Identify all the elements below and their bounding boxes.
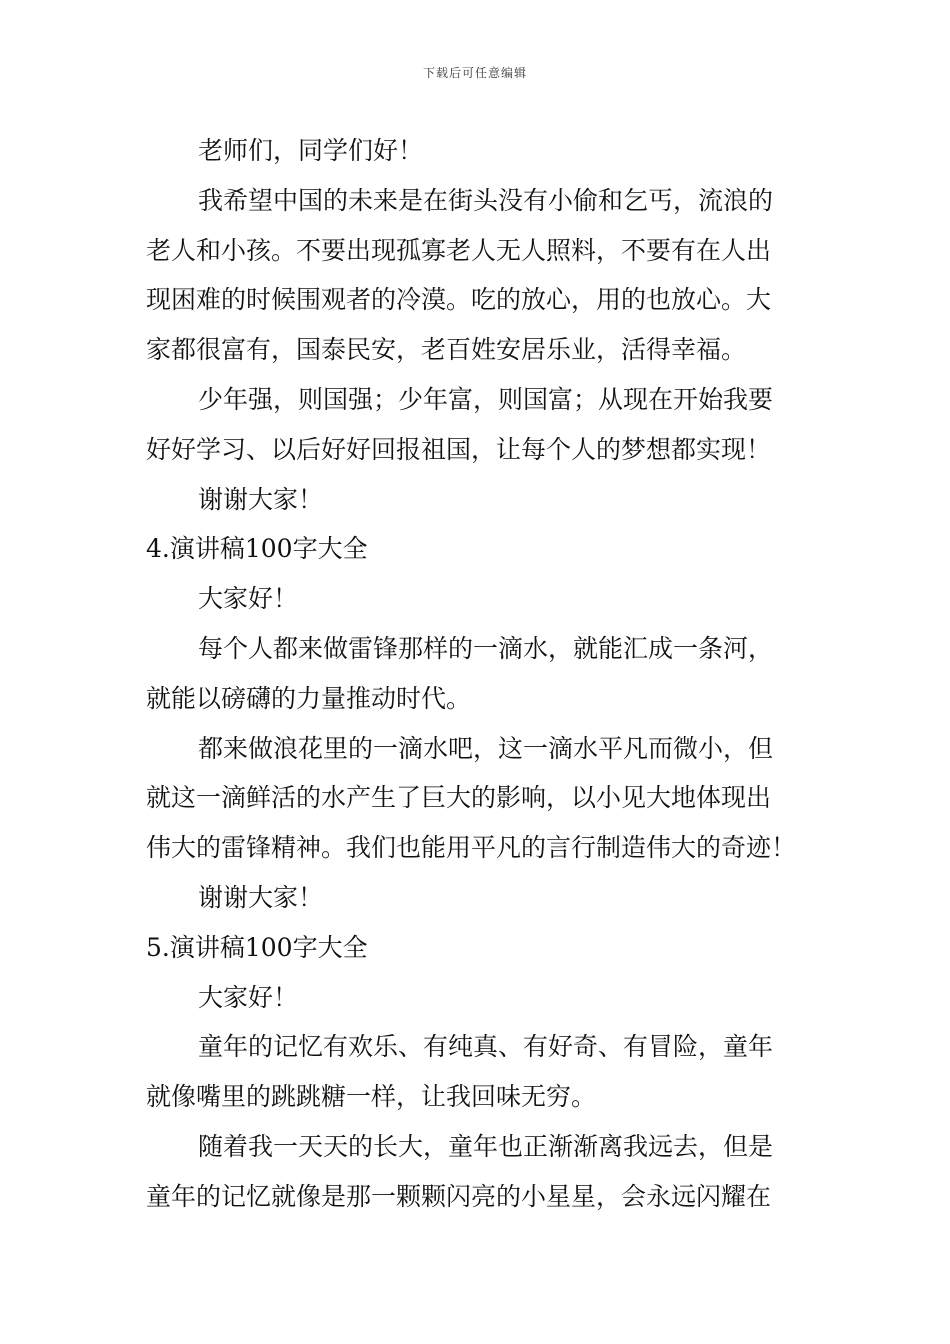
paragraph-line: 现困难的时候围观者的冷漠。吃的放心，用的也放心。大 [146, 285, 772, 315]
paragraph-line: 老人和小孩。不要出现孤寡老人无人照料，不要有在人出 [146, 235, 772, 265]
paragraph-line: 每个人都来做雷锋那样的一滴水，就能汇成一条河， [198, 633, 774, 663]
paragraph-line: 童年的记忆就像是那一颗颗闪亮的小星星，会永远闪耀在 [146, 1181, 772, 1211]
paragraph-line: 随着我一天天的长大，童年也正渐渐离我远去，但是 [198, 1131, 774, 1161]
paragraph-line: 就像嘴里的跳跳糖一样，让我回味无穷。 [146, 1082, 597, 1112]
section-heading: 5.演讲稿100字大全 [146, 932, 368, 962]
paragraph-line: 伟大的雷锋精神。我们也能用平凡的言行制造伟大的奇迹！ [146, 833, 797, 863]
paragraph-line: 谢谢大家！ [198, 882, 324, 912]
paragraph-line: 谢谢大家！ [198, 484, 324, 514]
paragraph-line: 就这一滴鲜活的水产生了巨大的影响，以小见大地体现出 [146, 783, 772, 813]
paragraph-line: 家都很富有，国泰民安，老百姓安居乐业，活得幸福。 [146, 335, 747, 365]
paragraph-line: 童年的记忆有欢乐、有纯真、有好奇、有冒险，童年 [198, 1032, 774, 1062]
paragraph-line: 就能以磅礴的力量推动时代。 [146, 683, 472, 713]
section-heading: 4.演讲稿100字大全 [146, 534, 368, 564]
paragraph-line: 少年强，则国强；少年富，则国富；从现在开始我要 [198, 384, 774, 414]
paragraph-line: 好好学习、以后好好回报祖国，让每个人的梦想都实现！ [146, 434, 772, 464]
paragraph-line: 老师们，同学们好！ [198, 136, 424, 165]
paragraph-line: 大家好！ [198, 584, 299, 614]
paragraph-line: 大家好！ [198, 982, 299, 1012]
paragraph-line: 我希望中国的未来是在街头没有小偷和乞丐，流浪的 [198, 185, 774, 215]
paragraph-line: 都来做浪花里的一滴水吧，这一滴水平凡而微小，但 [198, 733, 774, 763]
page-header: 下载后可任意编辑 [422, 66, 527, 80]
document-body [146, 126, 808, 1222]
